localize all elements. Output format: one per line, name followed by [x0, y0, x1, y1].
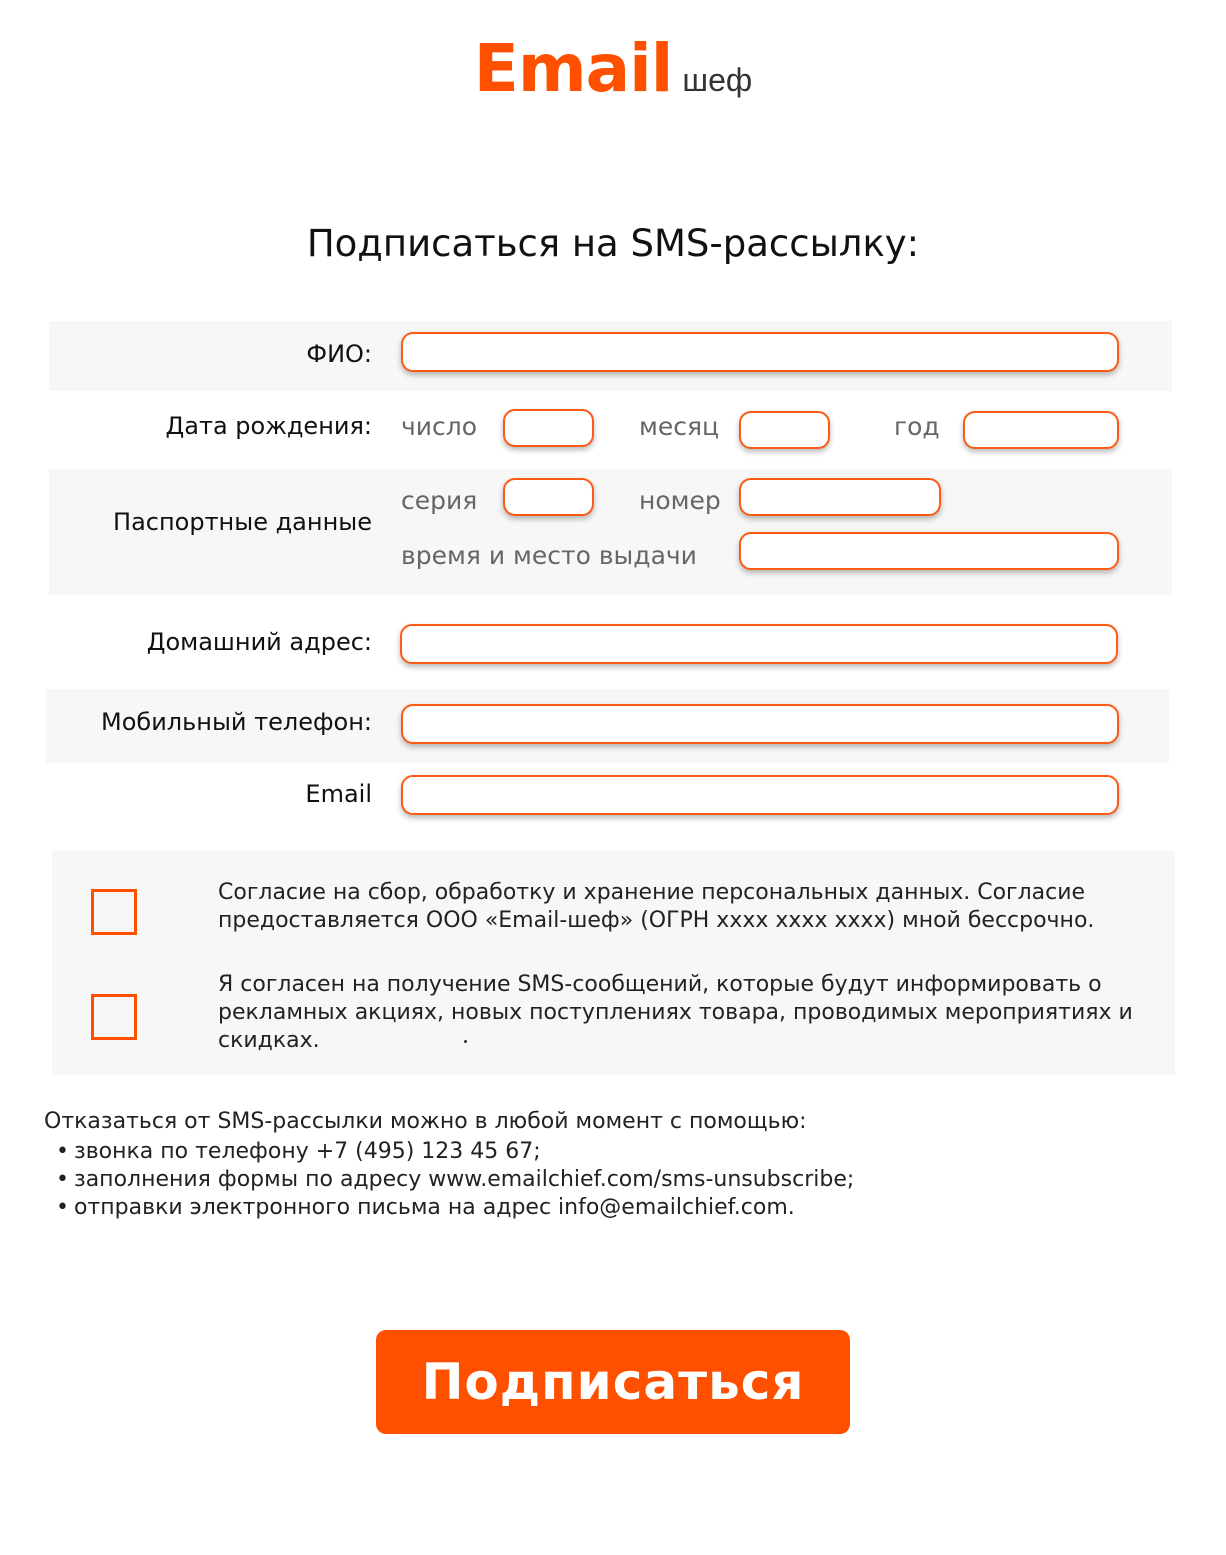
sms-consent-text: Я согласен на получение SMS-сообщений, которые будут информировать о рекламных акциях, новых поступлениях товара, проводимых мероприятиях и скидках.	[218, 972, 1133, 1053]
birth-day-hint: число	[401, 412, 478, 441]
phone-label: Мобильный телефон:	[101, 708, 372, 736]
stray-dot	[464, 1040, 467, 1043]
fio-label: ФИО:	[306, 340, 372, 368]
birth-day-input[interactable]	[503, 409, 594, 447]
unsubscribe-item-email: • отправки электронного письма на адрес info@emailchief.com.	[74, 1194, 854, 1222]
fio-input[interactable]	[401, 332, 1119, 372]
sms-consent-checkbox[interactable]	[91, 994, 137, 1040]
passport-issue-hint: время и место выдачи	[401, 541, 697, 570]
passport-number-hint: номер	[639, 486, 721, 515]
passport-label: Паспортные данные	[113, 508, 372, 536]
passport-issue-input[interactable]	[739, 532, 1119, 570]
email-input[interactable]	[401, 775, 1119, 815]
unsubscribe-item-phone: • звонка по телефону +7 (495) 123 45 67;	[74, 1138, 854, 1166]
address-label: Домашний адрес:	[146, 628, 372, 656]
logo-main-text: Email	[473, 30, 673, 107]
personal-data-consent-text: Согласие на сбор, обработку и хранение персональных данных. Согласие предоставляется ООО «Email-шеф» (ОГРН хххх хххх хххх) мной бессрочно.	[218, 880, 1095, 933]
unsubscribe-info	[44, 1108, 854, 1222]
unsubscribe-list	[44, 1138, 854, 1222]
phone-input[interactable]	[401, 704, 1119, 744]
birth-month-hint: месяц	[639, 412, 720, 441]
birth-year-hint: год	[894, 412, 940, 441]
page-title: Подписаться на SMS-рассылку:	[306, 222, 920, 265]
birth-month-input[interactable]	[739, 411, 830, 449]
passport-series-input[interactable]	[503, 478, 594, 516]
passport-series-hint: серия	[401, 486, 478, 515]
logo	[0, 30, 1226, 107]
unsubscribe-intro: Отказаться от SMS-рассылки можно в любой момент с помощью:	[44, 1109, 807, 1134]
birth-year-input[interactable]	[963, 411, 1119, 449]
subscribe-button[interactable]: Подписаться	[376, 1330, 850, 1434]
logo-sub-text: шеф	[682, 62, 753, 98]
birth-date-label: Дата рождения:	[165, 412, 372, 440]
email-label: Email	[305, 780, 372, 808]
address-input[interactable]	[400, 624, 1118, 664]
personal-data-consent-checkbox[interactable]	[91, 889, 137, 935]
unsubscribe-item-form: • заполнения формы по адресу www.emailchief.com/sms-unsubscribe;	[74, 1166, 854, 1194]
passport-number-input[interactable]	[739, 478, 941, 516]
